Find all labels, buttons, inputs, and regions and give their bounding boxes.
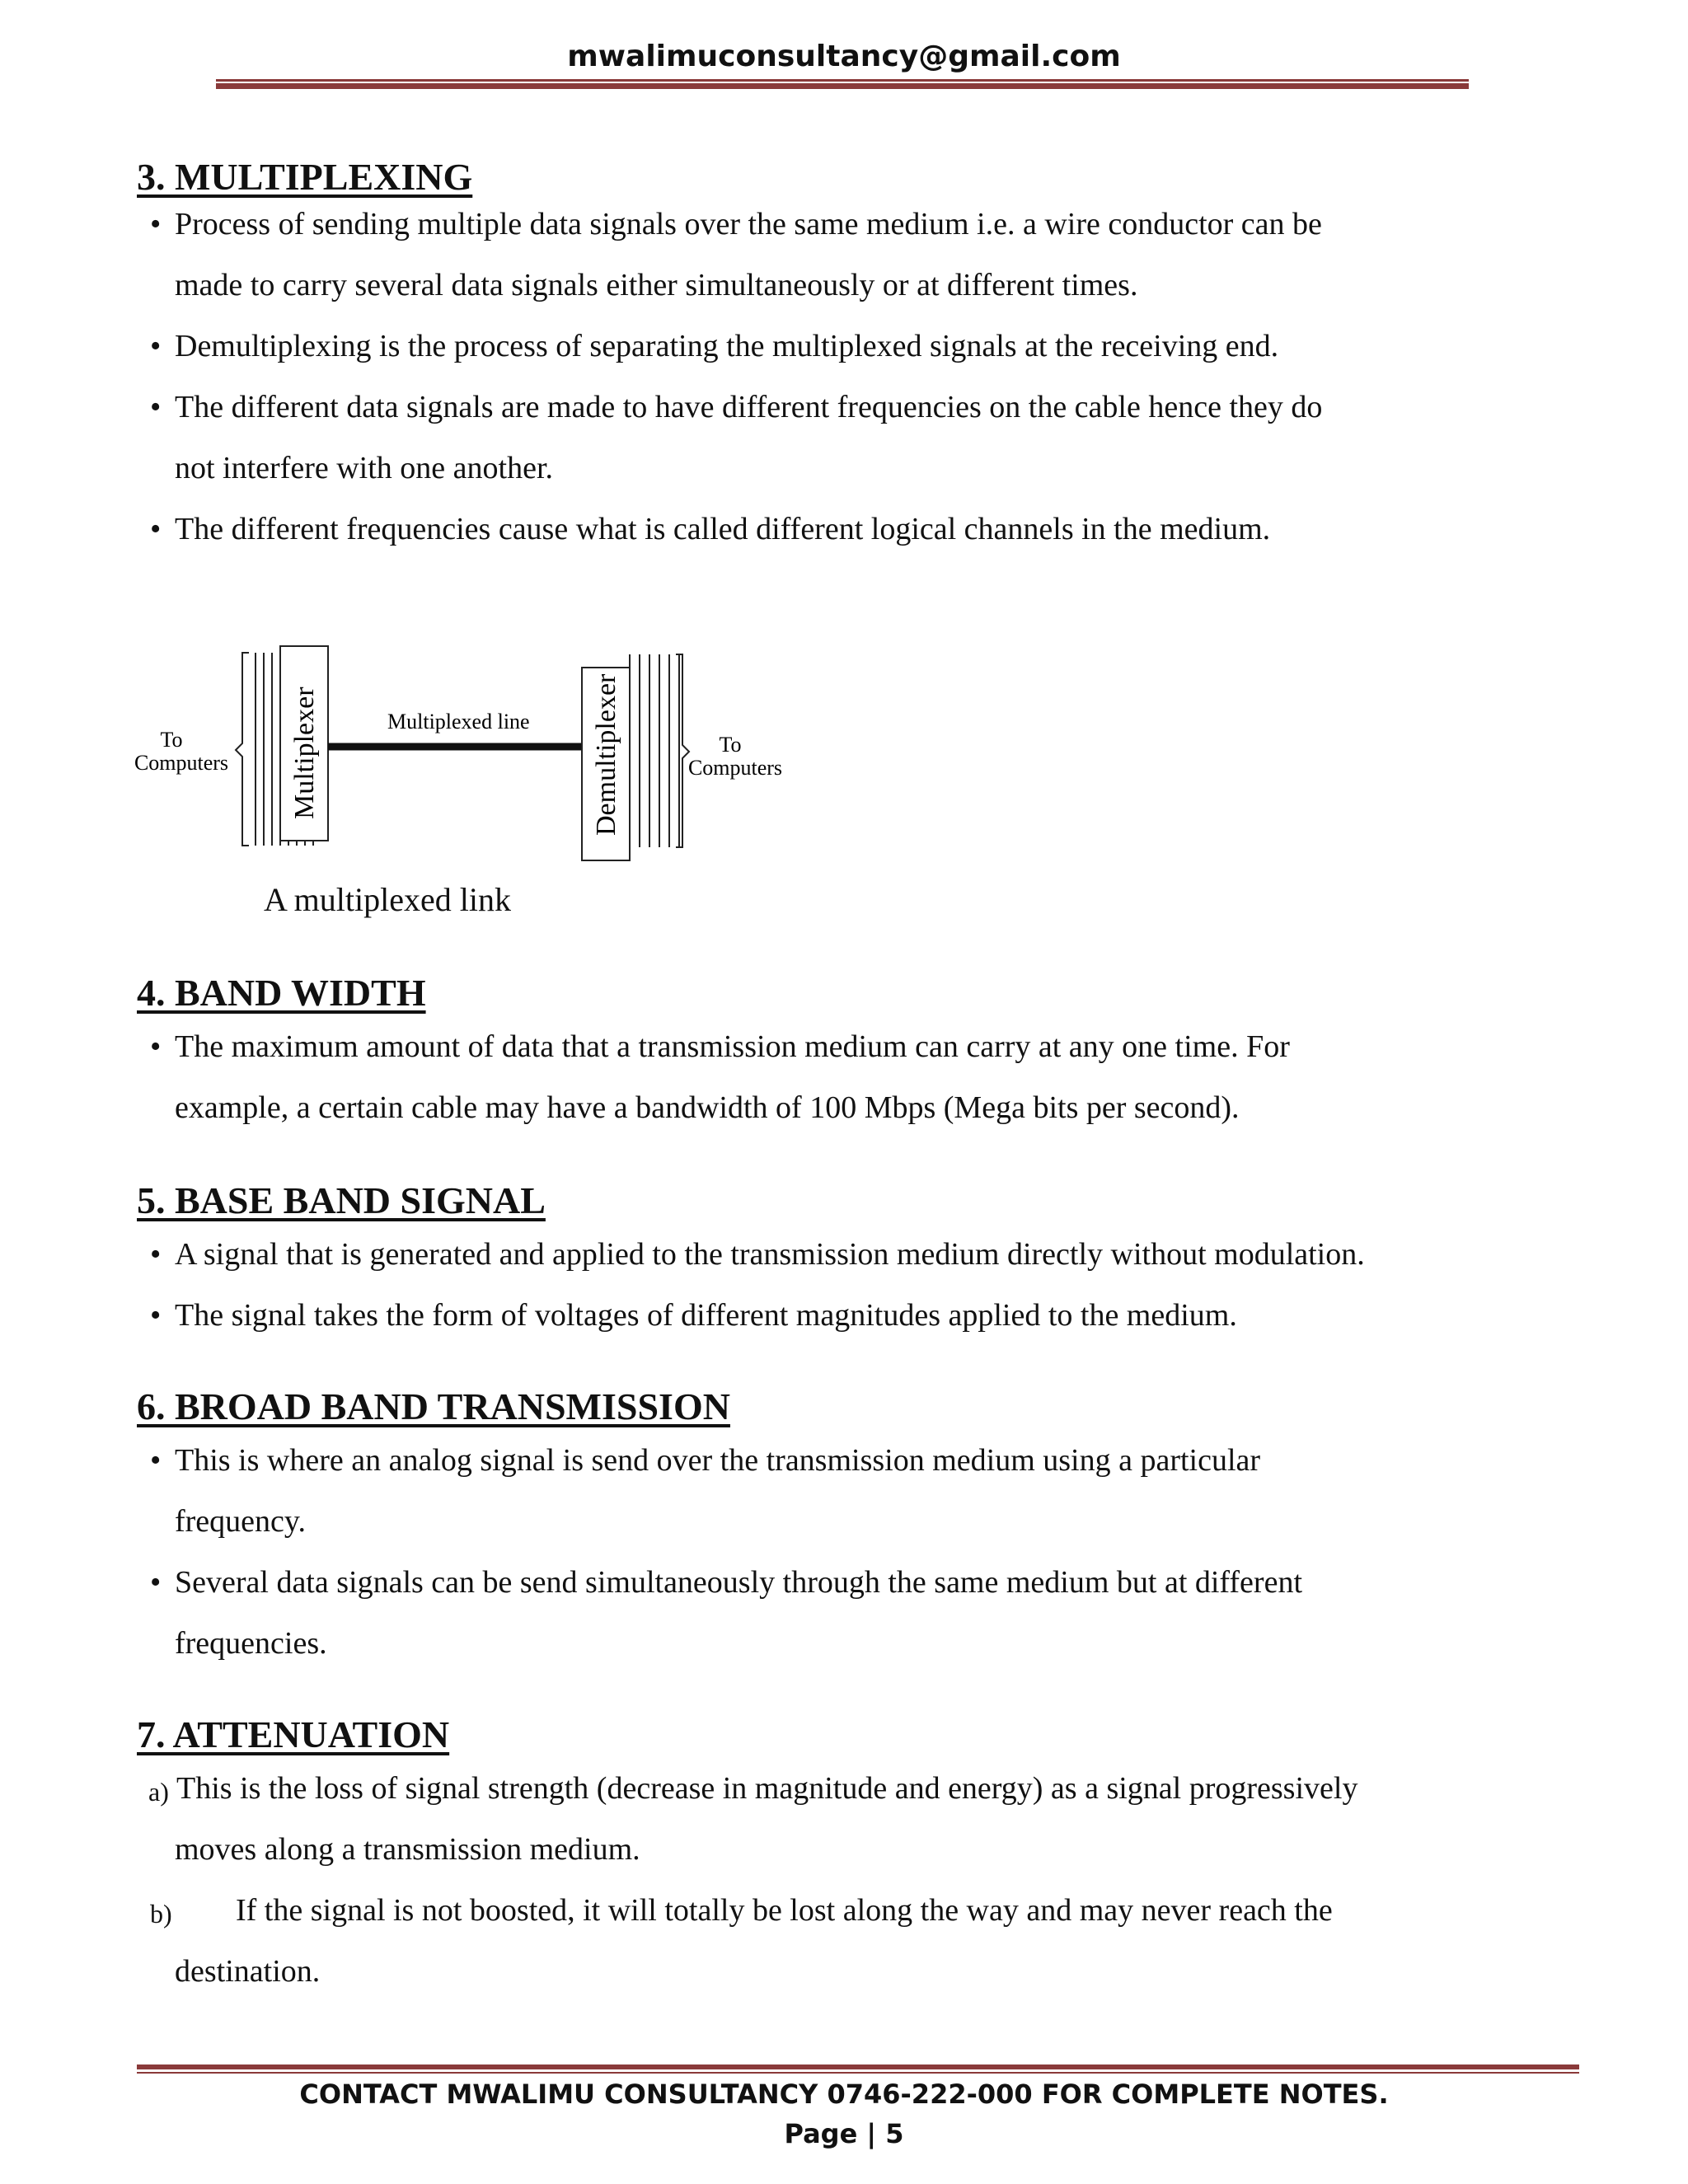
heading-broad-band-transmission: 6. BROAD BAND TRANSMISSION: [137, 1385, 730, 1427]
text-line: If the signal is not boosted, it will totally be lost along the way and may never reach the: [236, 1893, 1333, 1928]
text-line: The different data signals are made to have different frequencies on the cable hence they do: [175, 390, 1323, 424]
multiplexed-line-label: Multiplexed line: [387, 710, 530, 733]
text-line: Several data signals can be send simultaneously through the same medium but at different: [175, 1565, 1302, 1600]
text-line: Demultiplexing is the process of separating the multiplexed signals at the receiving end.: [175, 329, 1279, 363]
text-line: This is the loss of signal strength (decrease in magnitude and energy) as a signal progressively: [176, 1771, 1358, 1806]
bullet-dot: •: [150, 329, 162, 363]
text-line: A signal that is generated and applied to the transmission medium directly without modulation.: [175, 1237, 1365, 1272]
text-line: The signal takes the form of voltages of different magnitudes applied to the medium.: [175, 1298, 1237, 1333]
list-marker-a: a): [148, 1777, 169, 1807]
list-marker-b: b): [150, 1899, 172, 1929]
heading-base-band-signal: 5. BASE BAND SIGNAL: [137, 1179, 546, 1221]
heading-band-width: 4. BAND WIDTH: [137, 972, 426, 1014]
header-rule: [216, 79, 1469, 89]
multiplexed-link-diagram: [124, 635, 799, 865]
text-line: frequency.: [175, 1504, 306, 1539]
bullet-dot: •: [150, 390, 162, 424]
bullet-dot: •: [150, 1237, 162, 1272]
bullet-dot: •: [150, 207, 162, 241]
heading-attenuation: 7. ATTENUATION: [137, 1713, 450, 1755]
bullet-dot: •: [150, 1565, 162, 1600]
text-line: This is where an analog signal is send over the transmission medium using a particular: [175, 1443, 1261, 1478]
text-line: The different frequencies cause what is called different logical channels in the medium.: [175, 512, 1271, 546]
bullet-dot: •: [150, 1298, 162, 1333]
header-email: mwalimuconsultancy@gmail.com: [567, 40, 1121, 73]
multiplexer-label: Multiplexer: [289, 687, 320, 819]
left-label-computers: Computers: [134, 751, 229, 775]
text-line: made to carry several data signals either simultaneously or at different times.: [175, 268, 1138, 302]
text-line: not interfere with one another.: [175, 451, 554, 485]
right-label-to: To: [719, 733, 742, 757]
demultiplexer-label: Demultiplexer: [591, 673, 621, 836]
diagram-caption: A multiplexed link: [264, 881, 511, 918]
footer-page-number: Page | 5: [784, 2118, 904, 2149]
heading-multiplexing: 3. MULTIPLEXING: [137, 156, 473, 198]
text-line: frequencies.: [175, 1626, 327, 1661]
text-line: Process of sending multiple data signals over the same medium i.e. a wire conductor can be: [175, 207, 1322, 241]
bullet-dot: •: [150, 1443, 162, 1478]
footer-contact: CONTACT MWALIMU CONSULTANCY 0746-222-000 FOR COMPLETE NOTES.: [299, 2079, 1389, 2110]
text-line: moves along a transmission medium.: [175, 1832, 640, 1867]
footer-rule: [137, 2064, 1579, 2074]
text-line: destination.: [175, 1954, 321, 1989]
left-label-to: To: [160, 728, 183, 752]
right-label-computers: Computers: [687, 756, 783, 780]
bullet-dot: •: [150, 1029, 162, 1064]
text-line: example, a certain cable may have a bandwidth of 100 Mbps (Mega bits per second).: [175, 1090, 1240, 1125]
text-line: The maximum amount of data that a transmission medium can carry at any one time. For: [175, 1029, 1290, 1064]
bullet-dot: •: [150, 512, 162, 546]
